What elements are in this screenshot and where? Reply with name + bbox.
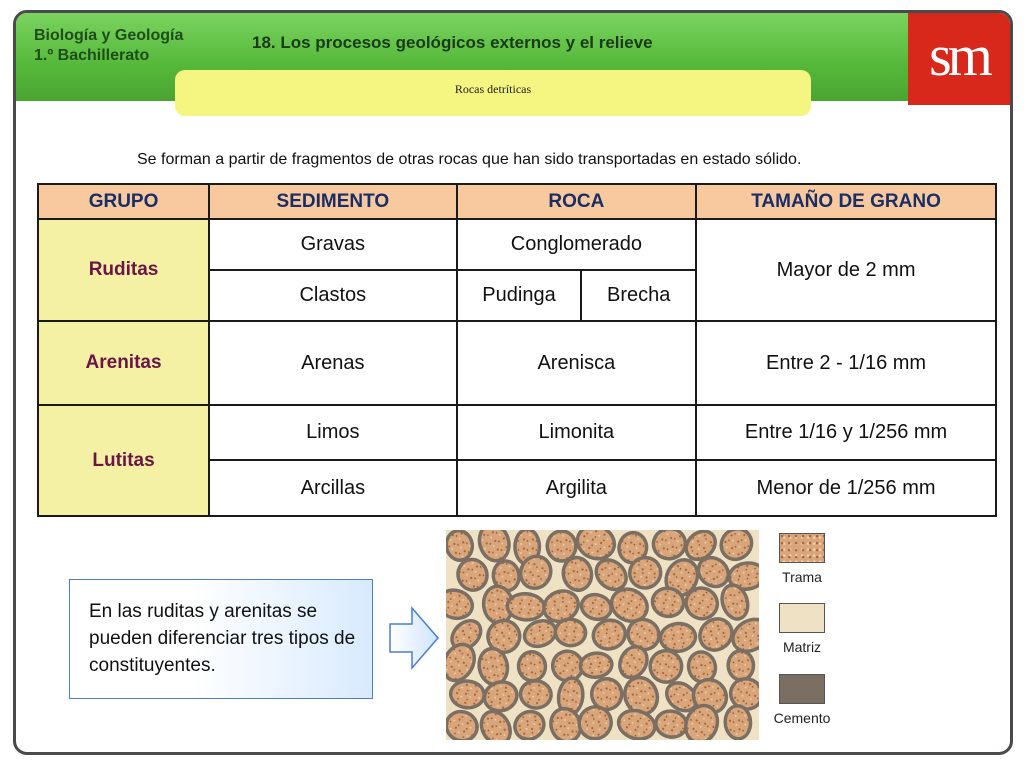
rock-limonita: Limonita bbox=[457, 405, 696, 460]
rock-arenisca: Arenisca bbox=[457, 321, 696, 405]
header-grupo: GRUPO bbox=[38, 184, 209, 219]
size-ruditas: Mayor de 2 mm bbox=[696, 219, 996, 321]
rock-pudinga: Pudinga bbox=[457, 270, 582, 321]
note-text: En las ruditas y arenitas se pueden diferenciar tres tipos de constituyentes. bbox=[89, 601, 356, 676]
legend-label: Matriz bbox=[782, 639, 822, 655]
legend-trama bbox=[767, 533, 837, 585]
rock-conglomerado: Conglomerado bbox=[457, 219, 696, 270]
size-arcillas: Menor de 1/256 mm bbox=[696, 460, 996, 516]
size-limos: Entre 1/16 y 1/256 mm bbox=[696, 405, 996, 460]
table-row bbox=[38, 405, 996, 460]
table-row bbox=[38, 321, 996, 405]
right-arrow-icon bbox=[388, 606, 440, 670]
note-box bbox=[69, 579, 373, 699]
header-tamano: TAMAÑO DE GRANO bbox=[696, 184, 996, 219]
rock-texture-diagram bbox=[446, 530, 759, 740]
group-ruditas: Ruditas bbox=[38, 219, 209, 321]
legend-label: Trama bbox=[782, 569, 822, 585]
brand-logo-text: sm bbox=[929, 23, 989, 88]
sediment-clastos: Clastos bbox=[209, 270, 457, 321]
group-arenitas: Arenitas bbox=[38, 321, 209, 405]
sediment-gravas: Gravas bbox=[209, 219, 457, 270]
legend-cemento bbox=[767, 674, 837, 726]
matriz-swatch bbox=[779, 603, 825, 633]
rock-brecha: Brecha bbox=[581, 270, 696, 321]
header-roca: ROCA bbox=[457, 184, 696, 219]
slide-frame bbox=[13, 10, 1013, 755]
course-level: 1.º Bachillerato bbox=[34, 47, 150, 64]
sediment-arcillas: Arcillas bbox=[209, 460, 457, 516]
table-header-row bbox=[38, 184, 996, 219]
size-arenitas: Entre 2 - 1/16 mm bbox=[696, 321, 996, 405]
intro-text: Se forman a partir de fragmentos de otras rocas que han sido transportadas en estado sólido. bbox=[137, 151, 802, 168]
brand-logo bbox=[908, 13, 1010, 105]
group-lutitas: Lutitas bbox=[38, 405, 209, 516]
header-sedimento: SEDIMENTO bbox=[209, 184, 457, 219]
cemento-swatch bbox=[779, 674, 825, 704]
sediment-arenas: Arenas bbox=[209, 321, 457, 405]
subject-name: Biología y Geología bbox=[34, 27, 184, 44]
rock-argilita: Argilita bbox=[457, 460, 696, 516]
unit-title: 18. Los procesos geológicos externos y el relieve bbox=[252, 33, 653, 52]
table-row bbox=[38, 219, 996, 270]
trama-swatch bbox=[779, 533, 825, 563]
legend-matriz bbox=[767, 603, 837, 655]
legend-label: Cemento bbox=[773, 710, 831, 726]
subject-label bbox=[34, 26, 183, 66]
topic-bar bbox=[175, 70, 811, 116]
grain-group bbox=[446, 530, 759, 740]
detrital-rocks-table bbox=[37, 183, 997, 517]
topic-title: Rocas detríticas bbox=[454, 82, 532, 96]
sediment-limos: Limos bbox=[209, 405, 457, 460]
